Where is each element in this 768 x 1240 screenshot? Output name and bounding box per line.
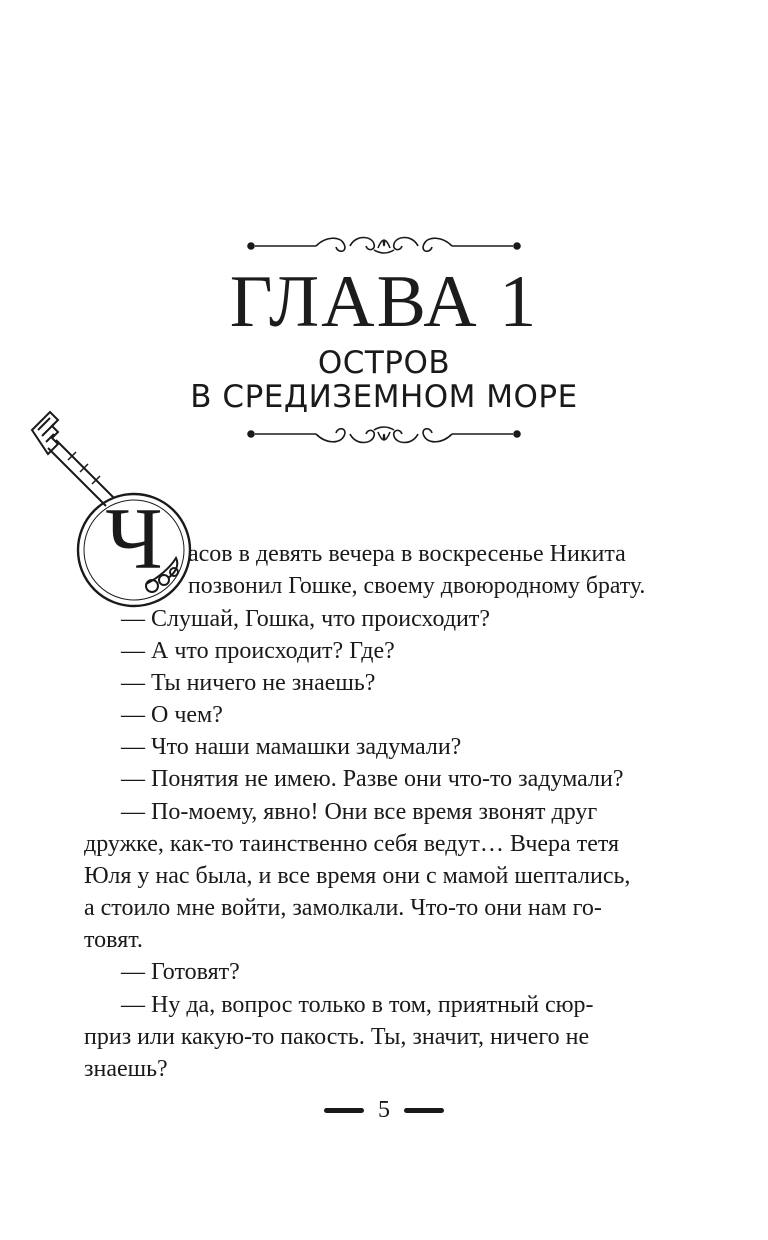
body-line-10: дружке, как-то таинственно себя ведут… Вчера тетя <box>84 831 620 857</box>
body-line-16: приз или какую-то пакость. Ты, значит, ничего не <box>84 1024 590 1050</box>
body-line-5: — Ты ничего не знаешь? <box>121 670 376 696</box>
body-line-9: — По-моему, явно! Они все время звонят друг <box>121 799 598 825</box>
page-number-value: 5 <box>378 1097 390 1123</box>
drop-cap-letter: Ч <box>105 491 163 588</box>
body-line-2: позвонил Гошке, своему двоюродному брату. <box>188 573 646 599</box>
body-line-7: — Что наши мамашки задумали? <box>121 734 462 760</box>
body-line-11: Юля у нас была, и все время они с мамой шептались, <box>84 863 631 889</box>
ornament-bottom-icon <box>246 424 522 448</box>
body-line-14: — Готовят? <box>121 959 240 985</box>
ornament-top-icon <box>246 232 522 256</box>
chapter-subtitle-line2: В СРЕДИЗЕМНОМ МОРЕ <box>190 379 578 415</box>
body-line-17: знаешь? <box>84 1056 168 1082</box>
folio-dash-left <box>324 1108 364 1113</box>
body-line-13: товят. <box>84 927 143 953</box>
chapter-title: ГЛАВА 1 <box>229 261 539 343</box>
page-number <box>0 1096 768 1124</box>
body-line-12: а стоило мне войти, замолкали. Что-то они нам го- <box>84 895 602 921</box>
body-line-15: — Ну да, вопрос только в том, приятный сюр- <box>121 992 594 1018</box>
folio-dash-right <box>404 1108 444 1113</box>
chapter-subtitle-line1: ОСТРОВ <box>317 345 451 381</box>
body-line-8: — Понятия не имею. Разве они что-то задумали? <box>121 766 624 792</box>
body-line-6: — О чем? <box>121 702 223 728</box>
body-line-4: — А что происходит? Где? <box>121 638 395 664</box>
body-line-3: — Слушай, Гошка, что происходит? <box>121 606 491 632</box>
body-line-1: асов в девять вечера в воскресенье Никита <box>188 541 626 567</box>
